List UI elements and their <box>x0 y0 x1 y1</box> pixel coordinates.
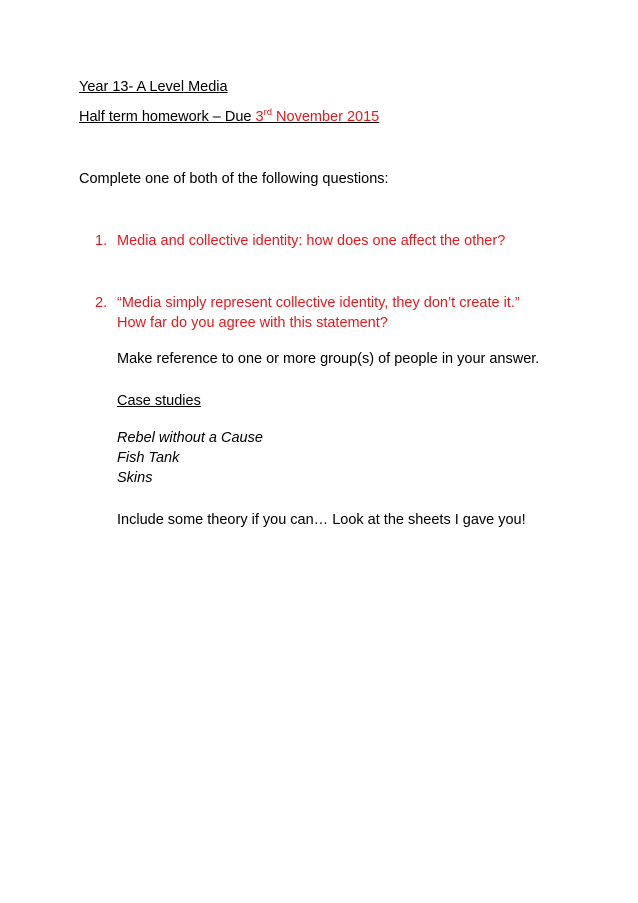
instructions: Complete one of both of the following questions: <box>79 171 389 187</box>
homework-due-line <box>79 107 380 125</box>
homework-prefix: Half term homework – Due <box>79 109 256 125</box>
course-title-text: Year 13- A Level Media <box>79 79 228 95</box>
course-title <box>79 80 228 95</box>
due-date <box>255 109 379 125</box>
question-2-text-line-1: “Media simply represent collective identity, they don’t create it.” <box>117 295 520 311</box>
due-month-year: November 2015 <box>272 109 380 125</box>
question-2-text-line-2: How far do you agree with this statement? <box>117 315 388 331</box>
due-day-suffix: rd <box>263 107 273 118</box>
due-day: 3 <box>255 109 264 125</box>
case-study-item: Skins <box>117 470 153 486</box>
case-studies-heading: Case studies <box>117 393 201 409</box>
case-study-item: Fish Tank <box>117 450 180 466</box>
reference-note: Make reference to one or more group(s) of people in your answer. <box>117 351 540 367</box>
question-1-text: Media and collective identity: how does one affect the other? <box>117 233 506 249</box>
question-1-number: 1. <box>95 233 108 249</box>
question-2-number: 2. <box>95 295 108 311</box>
case-study-item: Rebel without a Cause <box>117 430 263 446</box>
closing-note: Include some theory if you can… Look at the sheets I gave you! <box>117 512 526 528</box>
